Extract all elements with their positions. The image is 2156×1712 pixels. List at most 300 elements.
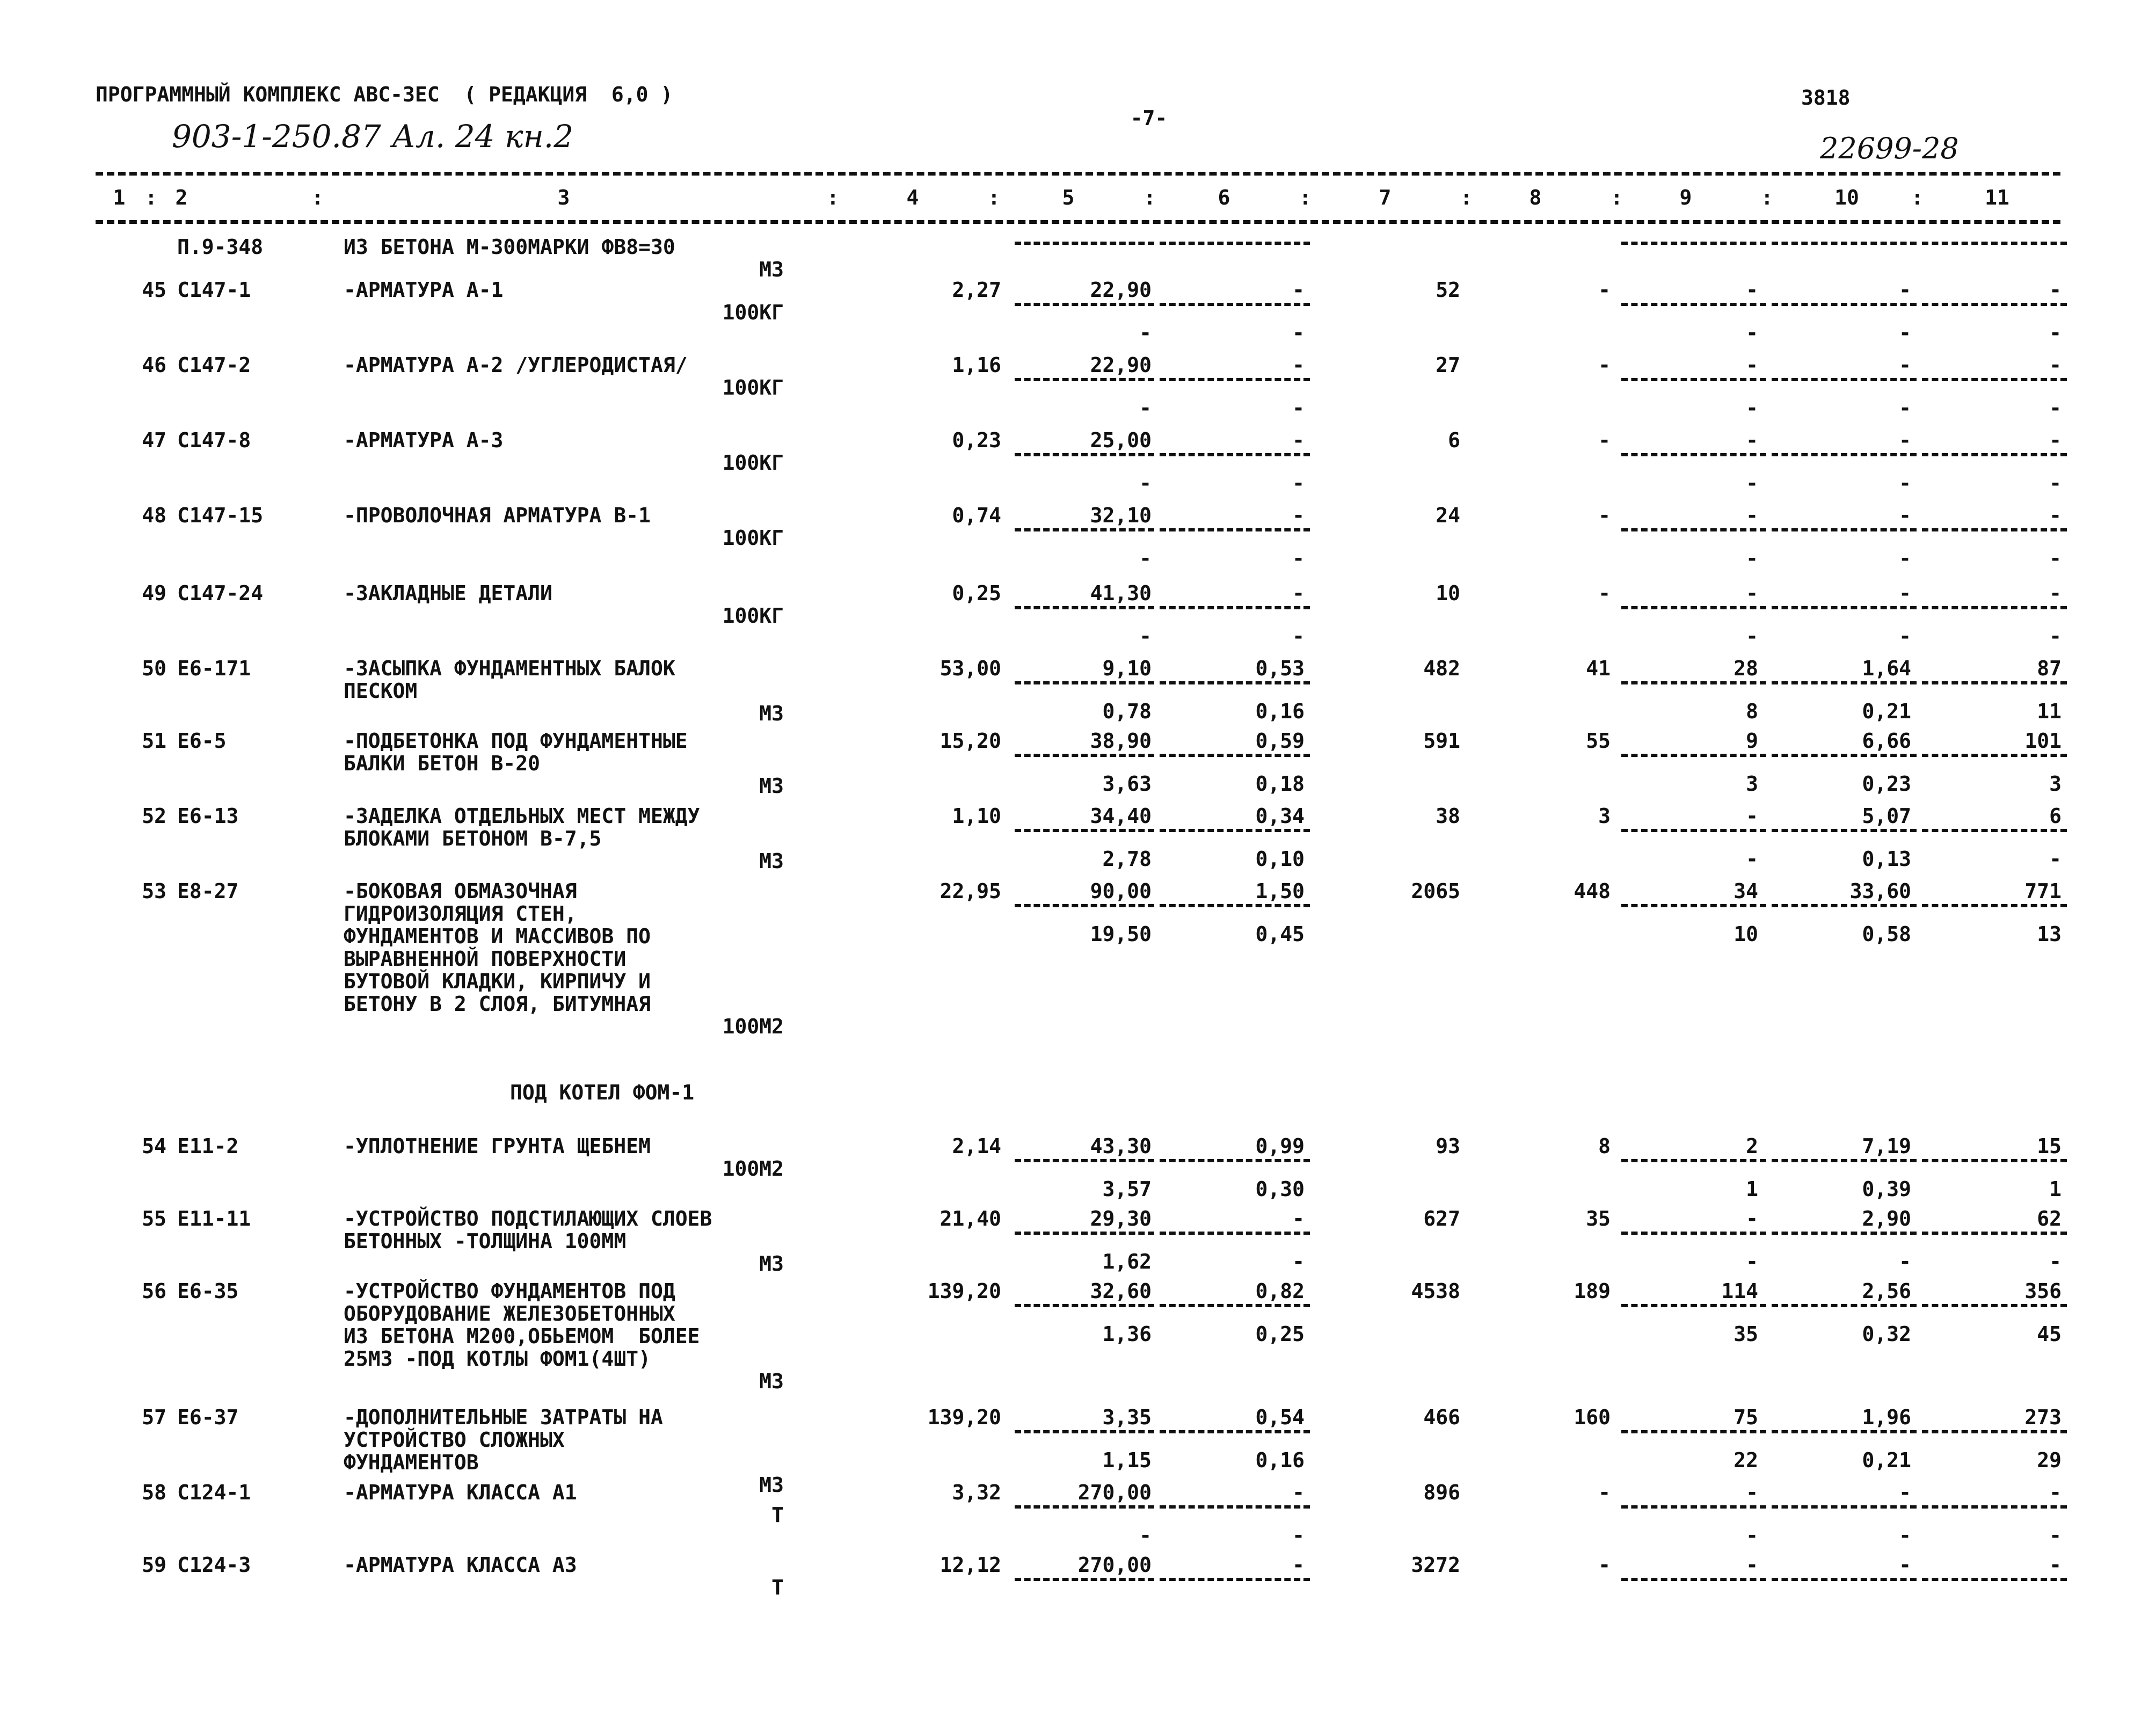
cell-subvalue: -	[2049, 396, 2062, 420]
column-number: 1	[113, 186, 126, 209]
cell-subvalue: -	[1292, 1524, 1305, 1547]
cell-value: 0,34	[1255, 804, 1305, 828]
row-unit: 100М2	[722, 1157, 784, 1181]
cell-subvalue: 0,21	[1862, 700, 1911, 723]
cell-value: 21,40	[939, 1207, 1001, 1230]
cell-value: 101	[2024, 729, 2062, 753]
cell-subvalue: -	[1899, 547, 1911, 570]
column-separator: :	[1761, 186, 1773, 209]
cell-subvalue: 10	[1733, 922, 1758, 946]
row-unit: Т	[771, 1503, 784, 1527]
cell-value: 0,23	[952, 428, 1001, 452]
row-number: 50	[142, 657, 166, 680]
cell-underline	[1922, 681, 2067, 684]
cell-value: 139,20	[927, 1405, 1001, 1429]
cell-value: -	[1899, 1553, 1911, 1577]
row-code: П.9-348	[177, 235, 264, 259]
cell-subvalue: 0,30	[1255, 1177, 1305, 1201]
row-description: БАЛКИ БЕТОН В-20	[344, 752, 541, 775]
row-code: Е6-35	[177, 1279, 239, 1303]
cell-value: 2,27	[952, 278, 1001, 302]
cell-value: 87	[2037, 657, 2062, 680]
cell-underline	[1015, 681, 1154, 684]
row-unit: М3	[759, 258, 784, 281]
cell-subvalue: 3	[2049, 772, 2062, 796]
cell-subvalue: 1,36	[1102, 1322, 1152, 1346]
cell-value: 32,10	[1090, 504, 1152, 527]
row-code: Е8-27	[177, 879, 239, 903]
cell-value: 35	[1586, 1207, 1611, 1230]
row-unit: М3	[759, 702, 784, 725]
cell-value: 10	[1436, 581, 1460, 605]
cell-value: -	[1746, 353, 1758, 377]
cell-underline	[1772, 378, 1917, 381]
cell-subvalue: -	[2049, 1250, 2062, 1273]
column-number: 2	[175, 186, 188, 209]
cell-value: 0,74	[952, 504, 1001, 527]
cell-subvalue: -	[1899, 1524, 1911, 1547]
cell-underline	[1621, 829, 1766, 832]
cell-underline	[1015, 754, 1154, 757]
cell-underline	[1015, 1505, 1154, 1509]
row-unit: М3	[759, 1369, 784, 1393]
cell-underline	[1015, 528, 1154, 531]
row-description: ПЕСКОМ	[344, 679, 418, 703]
cell-value: -	[1899, 504, 1911, 527]
row-code: Е6-171	[177, 657, 251, 680]
cell-value: 7,19	[1862, 1134, 1911, 1158]
row-description: -ЗАКЛАДНЫЕ ДЕТАЛИ	[344, 581, 552, 605]
cell-value: 3,32	[952, 1481, 1001, 1504]
cell-subvalue: 3,63	[1102, 772, 1152, 796]
cell-underline	[1772, 1232, 1917, 1235]
cell-subvalue: 3	[1746, 772, 1758, 796]
cell-value: 771	[2024, 879, 2062, 903]
row-code: С147-2	[177, 353, 251, 377]
cell-subvalue: 0,32	[1862, 1322, 1911, 1346]
cell-subvalue: 1	[1746, 1177, 1758, 1201]
cell-subvalue: -	[1139, 321, 1152, 345]
cell-value: 93	[1436, 1134, 1460, 1158]
cell-value: 34	[1733, 879, 1758, 903]
cell-subvalue: -	[1746, 847, 1758, 871]
cell-underline	[1160, 1232, 1310, 1235]
cell-value: 466	[1423, 1405, 1460, 1429]
cell-value: 38,90	[1090, 729, 1152, 753]
row-code: С147-24	[177, 581, 264, 605]
cell-subvalue: -	[1139, 1524, 1152, 1547]
header-rule-top	[96, 172, 2060, 176]
cell-underline	[1621, 1578, 1766, 1581]
cell-value: 273	[2024, 1405, 2062, 1429]
cell-underline	[1015, 1232, 1154, 1235]
cell-subvalue: -	[1292, 396, 1305, 420]
column-number: 8	[1529, 186, 1542, 209]
cell-underline	[1621, 1430, 1766, 1433]
cell-subvalue: 0,18	[1255, 772, 1305, 796]
cell-underline	[1160, 754, 1310, 757]
row-unit: 100М2	[722, 1015, 784, 1038]
cell-value: -	[1598, 353, 1611, 377]
row-code: С147-1	[177, 278, 251, 302]
cell-value: -	[1746, 504, 1758, 527]
cell-underline	[1160, 829, 1310, 832]
row-code: Е6-5	[177, 729, 227, 753]
cell-subvalue: -	[1292, 1250, 1305, 1273]
cell-subvalue: 2,78	[1102, 847, 1152, 871]
row-code: С124-3	[177, 1553, 251, 1577]
cell-value: 896	[1423, 1481, 1460, 1504]
cell-subvalue: -	[2049, 547, 2062, 570]
row-code: Е6-13	[177, 804, 239, 828]
cell-underline	[1621, 453, 1766, 456]
row-number: 46	[142, 353, 166, 377]
cell-underline	[1621, 1505, 1766, 1509]
row-description: -АРМАТУРА А-3	[344, 428, 504, 452]
row-number: 49	[142, 581, 166, 605]
column-number: 11	[1985, 186, 2009, 209]
column-separator: :	[1611, 186, 1623, 209]
cell-value: -	[2049, 1553, 2062, 1577]
row-unit: М3	[759, 774, 784, 798]
cell-underline	[1621, 378, 1766, 381]
cell-underline	[1922, 1304, 2067, 1307]
cell-value: -	[2049, 1481, 2062, 1504]
cell-value: 6	[2049, 804, 2062, 828]
cell-value: 34,40	[1090, 804, 1152, 828]
cell-subvalue: -	[2049, 1524, 2062, 1547]
cell-value: 139,20	[927, 1279, 1001, 1303]
row-number: 56	[142, 1279, 166, 1303]
cell-value: 1,50	[1255, 879, 1305, 903]
cell-underline	[1922, 829, 2067, 832]
column-separator: :	[1143, 186, 1156, 209]
row-code: С124-1	[177, 1481, 251, 1504]
column-separator: :	[1911, 186, 1924, 209]
cell-value: 29,30	[1090, 1207, 1152, 1230]
row-description: БЕТОНУ В 2 СЛОЯ, БИТУМНАЯ	[344, 992, 651, 1016]
cell-subvalue: -	[1746, 321, 1758, 345]
cell-subvalue: 0,25	[1255, 1322, 1305, 1346]
cell-value: 9,10	[1102, 657, 1152, 680]
cell-underline	[1160, 1159, 1310, 1162]
sheet-number: 3818	[1801, 86, 1851, 110]
cell-value: 6	[1448, 428, 1460, 452]
cell-underline	[1015, 1430, 1154, 1433]
cell-underline	[1160, 1430, 1310, 1433]
cell-underline	[1922, 1232, 2067, 1235]
cell-subvalue: -	[1139, 547, 1152, 570]
cell-value: -	[2049, 278, 2062, 302]
cell-underline	[1160, 528, 1310, 531]
cell-subvalue: 1,15	[1102, 1448, 1152, 1472]
cell-subvalue: 0,16	[1255, 1448, 1305, 1472]
cell-value: 4538	[1411, 1279, 1460, 1303]
row-unit: 100КГ	[722, 301, 784, 324]
row-code: Е11-11	[177, 1207, 251, 1230]
cell-value: 28	[1733, 657, 1758, 680]
cell-value: 1,96	[1862, 1405, 1911, 1429]
cell-underline	[1922, 606, 2067, 609]
row-number: 52	[142, 804, 166, 828]
cell-subvalue: -	[1746, 547, 1758, 570]
cell-value: 3,35	[1102, 1405, 1152, 1429]
cell-underline	[1922, 303, 2067, 306]
cell-value: 24	[1436, 504, 1460, 527]
cell-value: -	[1292, 504, 1305, 527]
cell-value: -	[1899, 1481, 1911, 1504]
cell-underline	[1772, 1430, 1917, 1433]
cell-value: -	[1292, 1481, 1305, 1504]
cell-underline	[1772, 606, 1917, 609]
cell-subvalue: -	[1746, 624, 1758, 648]
page-number: -7-	[1130, 106, 1168, 130]
cell-value: 15,20	[939, 729, 1001, 753]
row-number: 45	[142, 278, 166, 302]
cell-underline	[1621, 681, 1766, 684]
row-description: ИЗ БЕТОНА М-300МАРКИ ФВ8=30	[344, 235, 675, 259]
row-description: ФУНДАМЕНТОВ	[344, 1451, 479, 1474]
row-description: -АРМАТУРА КЛАССА А3	[344, 1553, 577, 1577]
row-unit: 100КГ	[722, 526, 784, 550]
row-number: 53	[142, 879, 166, 903]
cell-underline	[1015, 378, 1154, 381]
cell-underline	[1772, 528, 1917, 531]
row-description: -УПЛОТНЕНИЕ ГРУНТА ЩЕБНЕМ	[344, 1134, 651, 1158]
row-description: -ЗАДЕЛКА ОТДЕЛЬНЫХ МЕСТ МЕЖДУ	[344, 804, 700, 828]
cell-value: 5,07	[1862, 804, 1911, 828]
row-description: ГИДРОИЗОЛЯЦИЯ СТЕН,	[344, 902, 577, 926]
cell-underline	[1160, 453, 1310, 456]
cell-value: -	[1746, 581, 1758, 605]
cell-value: 189	[1574, 1279, 1611, 1303]
cell-value: -	[1598, 278, 1611, 302]
cell-underline	[1621, 606, 1766, 609]
cell-subvalue: -	[1899, 624, 1911, 648]
cell-value: 591	[1423, 729, 1460, 753]
cell-value: 482	[1423, 657, 1460, 680]
cell-value: 6,66	[1862, 729, 1911, 753]
cell-subvalue: 0,45	[1255, 922, 1305, 946]
cell-value: -	[1746, 1481, 1758, 1504]
row-description: -АРМАТУРА КЛАССА А1	[344, 1481, 577, 1504]
cell-value: 0,82	[1255, 1279, 1305, 1303]
column-separator: :	[827, 186, 839, 209]
row-description: -УСТРОЙСТВО ПОДСТИЛАЮЩИХ СЛОЕВ	[344, 1207, 712, 1230]
cell-value: 22,90	[1090, 353, 1152, 377]
row-description: -БОКОВАЯ ОБМАЗОЧНАЯ	[344, 879, 577, 903]
column-separator: :	[145, 186, 157, 209]
cell-subvalue: -	[1292, 321, 1305, 345]
cell-underline	[1922, 453, 2067, 456]
cell-subvalue: -	[1139, 624, 1152, 648]
cell-value: -	[1746, 804, 1758, 828]
cell-value: -	[1598, 504, 1611, 527]
cell-value: 41,30	[1090, 581, 1152, 605]
cell-underline	[1772, 1505, 1917, 1509]
cell-value: 0,25	[952, 581, 1001, 605]
cell-value: 38	[1436, 804, 1460, 828]
column-number: 9	[1679, 186, 1692, 209]
cell-value: 15	[2037, 1134, 2062, 1158]
handwritten-album-ref: Ал. 24 кн.2	[392, 118, 574, 155]
cell-underline	[1160, 1304, 1310, 1307]
cell-value: 53,00	[939, 657, 1001, 680]
row-unit: М3	[759, 849, 784, 873]
cell-underline	[1160, 378, 1310, 381]
cell-value: 62	[2037, 1207, 2062, 1230]
cell-underline	[1015, 303, 1154, 306]
cell-value: 22,90	[1090, 278, 1152, 302]
cell-value: 2065	[1411, 879, 1460, 903]
cell-value: 32,60	[1090, 1279, 1152, 1303]
cell-subvalue: 1,62	[1102, 1250, 1152, 1273]
row-description: ВЫРАВНЕННОЙ ПОВЕРХНОСТИ	[344, 947, 627, 971]
cell-underline	[1621, 242, 1766, 245]
row-description: БЕТОННЫХ -ТОЛЩИНА 100ММ	[344, 1229, 627, 1253]
cell-value: -	[2049, 353, 2062, 377]
cell-subvalue: 0,78	[1102, 700, 1152, 723]
cell-subvalue: 3,57	[1102, 1177, 1152, 1201]
cell-value: 8	[1598, 1134, 1611, 1158]
cell-subvalue: -	[1292, 471, 1305, 495]
cell-underline	[1772, 1304, 1917, 1307]
cell-subvalue: 29	[2037, 1448, 2062, 1472]
cell-value: 52	[1436, 278, 1460, 302]
cell-value: -	[1746, 428, 1758, 452]
cell-underline	[1621, 1232, 1766, 1235]
cell-underline	[1922, 754, 2067, 757]
cell-underline	[1772, 754, 1917, 757]
cell-underline	[1772, 453, 1917, 456]
cell-subvalue: -	[1899, 321, 1911, 345]
cell-subvalue: 13	[2037, 922, 2062, 946]
cell-value: 0,53	[1255, 657, 1305, 680]
cell-subvalue: 0,16	[1255, 700, 1305, 723]
cell-underline	[1772, 904, 1917, 907]
cell-subvalue: -	[1139, 471, 1152, 495]
row-description: -АРМАТУРА А-2 /УГЛЕРОДИСТАЯ/	[344, 353, 688, 377]
row-number: 57	[142, 1405, 166, 1429]
cell-underline	[1772, 303, 1917, 306]
cell-underline	[1922, 1505, 2067, 1509]
row-description: -ПРОВОЛОЧНАЯ АРМАТУРА В-1	[344, 504, 651, 527]
cell-value: 0,54	[1255, 1405, 1305, 1429]
document-number: 22699-28	[1820, 132, 1959, 165]
cell-subvalue: 35	[1733, 1322, 1758, 1346]
row-unit: М3	[759, 1473, 784, 1497]
cell-underline	[1160, 681, 1310, 684]
row-unit: 100КГ	[722, 451, 784, 475]
cell-value: 90,00	[1090, 879, 1152, 903]
cell-value: 0,99	[1255, 1134, 1305, 1158]
cell-value: -	[1598, 428, 1611, 452]
cell-underline	[1621, 1159, 1766, 1162]
cell-value: 33,60	[1849, 879, 1911, 903]
cell-value: -	[1598, 1481, 1611, 1504]
cell-value: -	[1899, 353, 1911, 377]
cell-subvalue: -	[1292, 547, 1305, 570]
cell-underline	[1621, 303, 1766, 306]
cell-subvalue: 0,58	[1862, 922, 1911, 946]
cell-subvalue: -	[2049, 321, 2062, 345]
column-separator: :	[311, 186, 324, 209]
cell-value: 160	[1574, 1405, 1611, 1429]
section-heading: ПОД КОТЕЛ ФОМ-1	[510, 1081, 695, 1104]
cell-value: 55	[1586, 729, 1611, 753]
cell-underline	[1160, 606, 1310, 609]
cell-value: -	[1292, 278, 1305, 302]
cell-underline	[1015, 242, 1154, 245]
cell-subvalue: 0,21	[1862, 1448, 1911, 1472]
cell-underline	[1772, 1159, 1917, 1162]
cell-underline	[1015, 1304, 1154, 1307]
cell-underline	[1160, 303, 1310, 306]
cell-value: 114	[1721, 1279, 1758, 1303]
row-description: -ПОДБЕТОНКА ПОД ФУНДАМЕНТНЫЕ	[344, 729, 688, 753]
cell-subvalue: 8	[1746, 700, 1758, 723]
cell-subvalue: -	[2049, 471, 2062, 495]
cell-value: 3	[1598, 804, 1611, 828]
cell-value: -	[2049, 504, 2062, 527]
row-description: ИЗ БЕТОНА М200,ОБЬЕМОМ БОЛЕЕ	[344, 1324, 700, 1348]
column-number: 6	[1218, 186, 1230, 209]
row-unit: М3	[759, 1252, 784, 1276]
cell-value: 3272	[1411, 1553, 1460, 1577]
cell-value: 2,90	[1862, 1207, 1911, 1230]
row-description: ФУНДАМЕНТОВ И МАССИВОВ ПО	[344, 924, 651, 948]
cell-underline	[1621, 1304, 1766, 1307]
cell-value: 1,64	[1862, 657, 1911, 680]
column-separator: :	[1299, 186, 1312, 209]
cell-value: 27	[1436, 353, 1460, 377]
program-header: ПРОГРАММНЫЙ КОМПЛЕКС АВС-ЗЕС ( РЕДАКЦИЯ 6,0 )	[96, 83, 673, 106]
cell-value: -	[1746, 1553, 1758, 1577]
cell-value: -	[1598, 581, 1611, 605]
row-description: -УСТРОЙСТВО ФУНДАМЕНТОВ ПОД	[344, 1279, 675, 1303]
cell-underline	[1772, 1578, 1917, 1581]
row-description: -АРМАТУРА А-1	[344, 278, 504, 302]
cell-value: 25,00	[1090, 428, 1152, 452]
cell-underline	[1015, 904, 1154, 907]
row-number: 48	[142, 504, 166, 527]
cell-value: -	[2049, 428, 2062, 452]
row-number: 58	[142, 1481, 166, 1504]
cell-subvalue: 0,13	[1862, 847, 1911, 871]
cell-underline	[1015, 606, 1154, 609]
cell-subvalue: 1	[2049, 1177, 2062, 1201]
cell-value: 2	[1746, 1134, 1758, 1158]
header-rule-bottom	[96, 220, 2060, 224]
cell-underline	[1922, 1578, 2067, 1581]
row-description: ОБОРУДОВАНИЕ ЖЕЛЕЗОБЕТОННЫХ	[344, 1302, 675, 1325]
row-number: 47	[142, 428, 166, 452]
cell-underline	[1922, 528, 2067, 531]
row-unit: 100КГ	[722, 604, 784, 628]
cell-underline	[1621, 754, 1766, 757]
cell-subvalue: -	[1899, 396, 1911, 420]
cell-value: 270,00	[1077, 1481, 1152, 1504]
column-number: 10	[1834, 186, 1859, 209]
row-number: 55	[142, 1207, 166, 1230]
cell-subvalue: -	[1746, 396, 1758, 420]
cell-value: 270,00	[1077, 1553, 1152, 1577]
column-number: 5	[1062, 186, 1075, 209]
cell-value: -	[1899, 278, 1911, 302]
cell-subvalue: -	[2049, 624, 2062, 648]
column-separator: :	[988, 186, 1000, 209]
cell-subvalue: 11	[2037, 700, 2062, 723]
